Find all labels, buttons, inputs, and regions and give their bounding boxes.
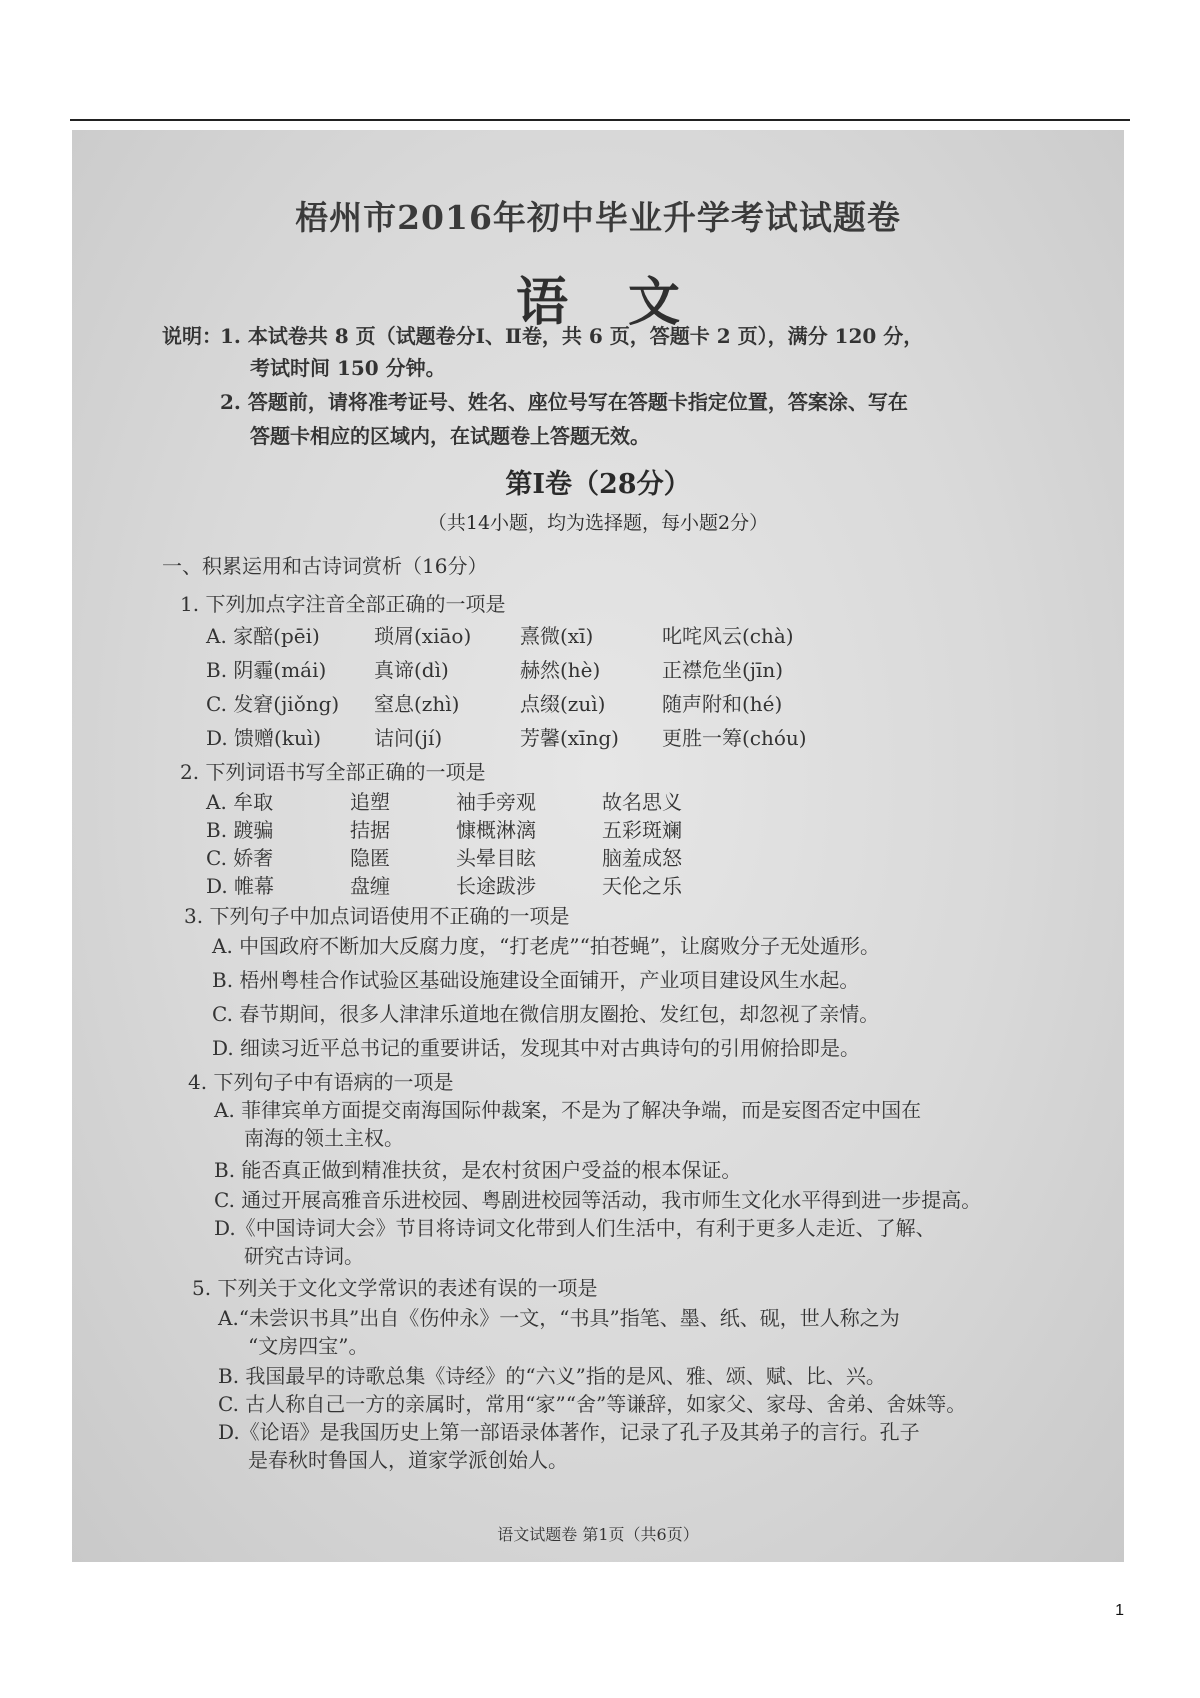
q2-c2: 隐匿 <box>350 846 390 870</box>
q3-stem: 3. 下列句子中加点词语使用不正确的一项是 <box>184 904 570 928</box>
q5-stem: 5. 下列关于文化文学常识的表述有误的一项是 <box>192 1276 598 1300</box>
q2-b2: 拮据 <box>350 818 390 842</box>
q2-d4: 天伦之乐 <box>602 874 682 898</box>
instruction-1b: 考试时间 150 分钟。 <box>250 356 446 380</box>
section1-heading: 一、积累运用和古诗词赏析（16分） <box>162 554 488 578</box>
q3-opt-a: A. 中国政府不断加大反腐力度，“打老虎”“拍苍蝇”，让腐败分子无处遁形。 <box>212 934 881 958</box>
q2-b3: 慷概淋漓 <box>456 818 536 842</box>
exam-page-footer: 语文试题卷 第1页（共6页） <box>497 1525 699 1544</box>
q5-opt-d-cont: 是春秋时鲁国人，道家学派创始人。 <box>248 1448 568 1472</box>
page-number: 1 <box>1115 1602 1124 1619</box>
q1-stem: 1. 下列加点字注音全部正确的一项是 <box>180 592 506 616</box>
q1-b4: 正襟危坐(jīn) <box>662 658 784 682</box>
instruction-2b: 答题卡相应的区域内，在试题卷上答题无效。 <box>250 424 650 448</box>
q1-a3: 熹微(xī) <box>520 624 594 648</box>
q2-d1: D. 帷幕 <box>206 874 275 898</box>
q1-c2: 窒息(zhì) <box>374 692 460 716</box>
part1-heading: 第Ⅰ卷（28分） <box>505 469 691 500</box>
q5-opt-a-cont: “文房四宝”。 <box>248 1334 369 1358</box>
q2-stem: 2. 下列词语书写全部正确的一项是 <box>180 760 486 784</box>
q2-a2: 追塑 <box>350 790 390 814</box>
q2-c1: C. 娇奢 <box>206 846 274 870</box>
q1-a4: 叱咤风云(chà) <box>662 624 794 648</box>
q2-a4: 故名思义 <box>602 790 682 814</box>
q1-d1: D. 馈赠(kuì) <box>206 726 322 750</box>
instruction-2a: 2. 答题前，请将准考证号、姓名、座位号写在答题卡指定位置，答案涂、写在 <box>220 390 908 414</box>
exam-title: 梧州市2016年初中毕业升学考试试题卷 <box>295 198 901 237</box>
header-rule <box>70 119 1130 121</box>
q5-opt-c: C. 古人称自己一方的亲属时，常用“家”“舍”等谦辞，如家父、家母、舍弟、舍妹等。 <box>218 1392 967 1416</box>
q2-b4: 五彩斑斓 <box>602 818 682 842</box>
q3-opt-d: D. 细读习近平总书记的重要讲话，发现其中对古典诗句的引用俯拾即是。 <box>212 1036 861 1060</box>
q2-a3: 袖手旁观 <box>456 790 536 814</box>
q2-a1: A. 牟取 <box>206 790 274 814</box>
subject-title: 语文 <box>515 272 740 333</box>
q1-a1: A. 家醅(pēi) <box>206 624 320 648</box>
q5-opt-a: A.“未尝识书具”出自《伤仲永》一文，“书具”指笔、墨、纸、砚，世人称之为 <box>218 1306 900 1330</box>
q4-opt-d: D.《中国诗词大会》节目将诗词文化带到人们生活中，有利于更多人走近、了解、 <box>214 1216 936 1240</box>
q1-b2: 真谛(dì) <box>374 658 449 682</box>
q2-d2: 盘缠 <box>350 874 390 898</box>
q1-c4: 随声附和(hé) <box>662 692 783 716</box>
q1-c3: 点缀(zuì) <box>520 692 606 716</box>
q1-d4: 更胜一筹(chóu) <box>662 726 807 750</box>
q1-d2: 诘问(jí) <box>374 726 443 750</box>
q1-b1: B. 阴霾(mái) <box>206 658 327 682</box>
scanned-exam-page <box>72 130 1124 1562</box>
q1-c1: C. 发窘(jiǒng) <box>206 692 340 716</box>
instruction-1a: 1. 本试卷共 8 页（试题卷分Ⅰ、Ⅱ卷，共 6 页，答题卡 2 页），满分 120 分， <box>220 324 924 348</box>
q2-c3: 头晕目眩 <box>456 846 536 870</box>
q1-d3: 芳馨(xīng) <box>520 726 619 750</box>
q4-stem: 4. 下列句子中有语病的一项是 <box>188 1070 454 1094</box>
q2-d3: 长途跋涉 <box>456 874 536 898</box>
instructions-label: 说明： <box>162 324 222 348</box>
q4-opt-a-cont: 南海的领土主权。 <box>244 1126 404 1150</box>
q1-b3: 赫然(hè) <box>520 658 601 682</box>
q4-opt-d-cont: 研究古诗词。 <box>244 1244 364 1268</box>
q1-a2: 琐屑(xiāo) <box>374 624 472 648</box>
q3-opt-c: C. 春节期间，很多人津津乐道地在微信朋友圈抢、发红包，却忽视了亲情。 <box>212 1002 880 1026</box>
q4-opt-a: A. 菲律宾单方面提交南海国际仲裁案，不是为了解决争端，而是妄图否定中国在 <box>214 1098 922 1122</box>
q2-b1: B. 踱骗 <box>206 818 274 842</box>
q5-opt-d: D.《论语》是我国历史上第一部语录体著作，记录了孔子及其弟子的言行。孔子 <box>218 1420 920 1444</box>
part1-subheading: （共14小题，均为选择题，每小题2分） <box>427 512 769 534</box>
q3-opt-b: B. 梧州粤桂合作试验区基础设施建设全面铺开，产业项目建设风生水起。 <box>212 968 860 992</box>
q2-c4: 脑羞成怒 <box>602 846 682 870</box>
q4-opt-b: B. 能否真正做到精准扶贫，是农村贫困户受益的根本保证。 <box>214 1158 742 1182</box>
q4-opt-c: C. 通过开展高雅音乐进校园、粤剧进校园等活动，我市师生文化水平得到进一步提高。 <box>214 1188 982 1212</box>
q5-opt-b: B. 我国最早的诗歌总集《诗经》的“六义”指的是风、雅、颂、赋、比、兴。 <box>218 1364 886 1388</box>
